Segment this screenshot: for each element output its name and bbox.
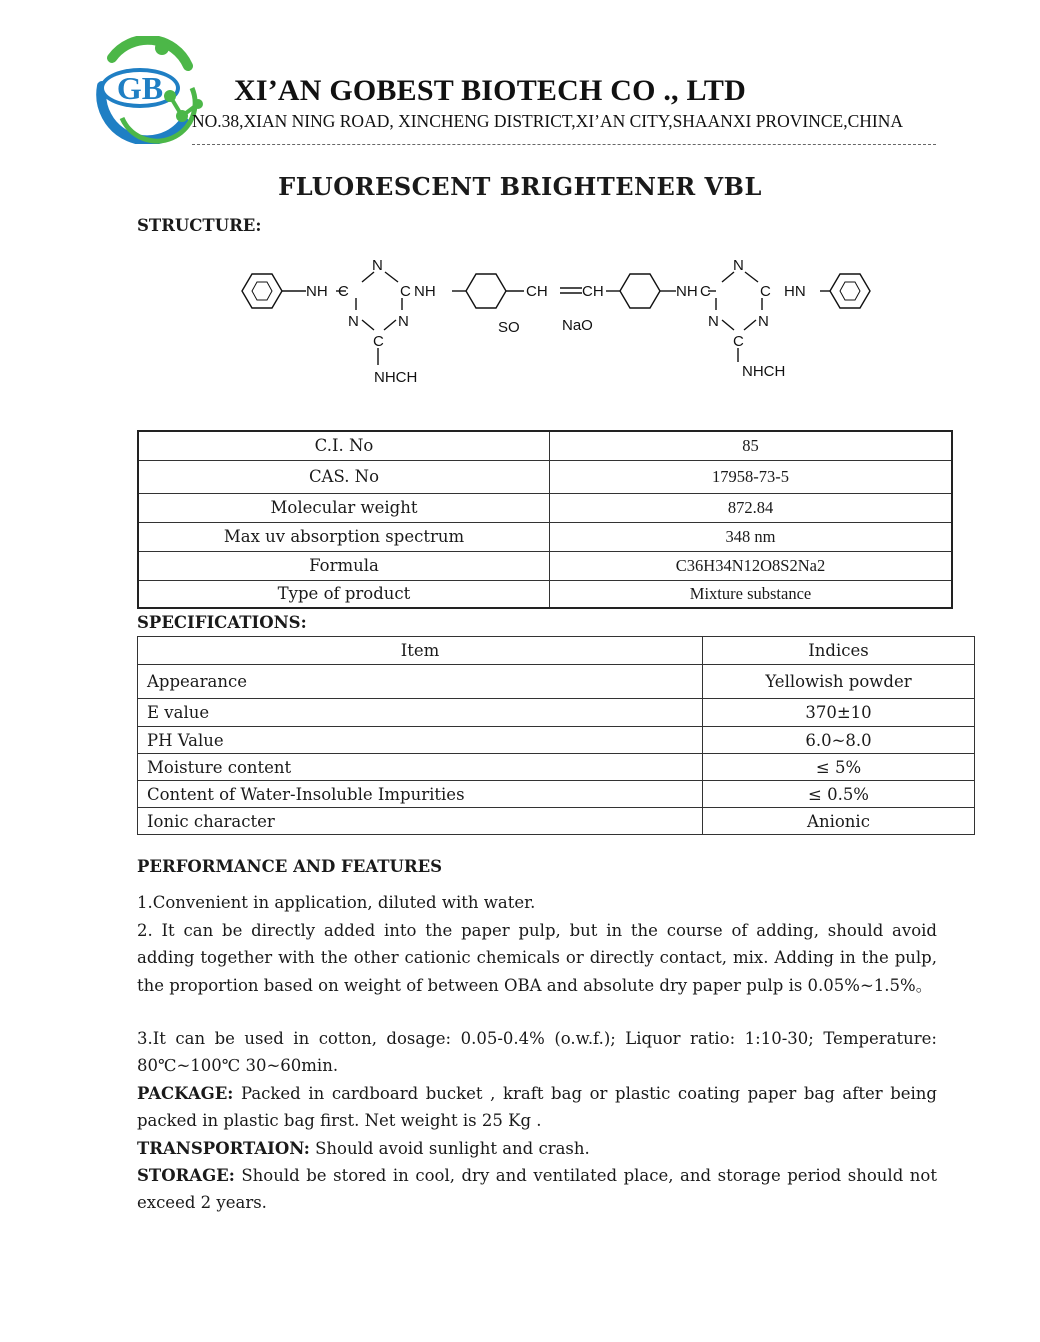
company-address: NO.38,XIAN NING ROAD, XINCHENG DISTRICT,XI’AN CITY,SHAANXI PROVINCE,CHINA bbox=[192, 111, 903, 131]
struct-nh-right: NH bbox=[414, 283, 436, 300]
performance-features-label: PERFORMANCE AND FEATURES bbox=[137, 857, 443, 876]
table-row bbox=[138, 551, 952, 580]
feature-paragraph-1: 1.Convenient in application, diluted with water. bbox=[137, 893, 536, 912]
struct-nh-c: NH bbox=[676, 283, 698, 300]
specifications-label: SPECIFICATIONS: bbox=[137, 613, 307, 632]
spec-value: Anionic bbox=[703, 808, 975, 835]
struct-n-top-right: N bbox=[733, 257, 744, 274]
struct-ch-left: CH bbox=[526, 283, 548, 300]
struct-c-hn: C bbox=[760, 283, 771, 300]
struct-c-mid: C bbox=[700, 283, 711, 300]
property-value: C36H34N12O8S2Na2 bbox=[550, 551, 953, 580]
specifications-table bbox=[137, 636, 975, 835]
spec-value: Yellowish powder bbox=[703, 665, 975, 699]
spec-item: Appearance bbox=[138, 665, 703, 699]
property-label: CAS. No bbox=[138, 460, 550, 493]
column-header-item: Item bbox=[138, 637, 703, 665]
table-row bbox=[138, 431, 952, 460]
document-title: FLUORESCENT BRIGHTENER VBL bbox=[278, 172, 762, 201]
property-label: Type of product bbox=[138, 580, 550, 608]
struct-ch-right: CH bbox=[582, 283, 604, 300]
spec-value: 6.0~8.0 bbox=[703, 727, 975, 754]
table-row bbox=[138, 808, 975, 835]
struct-c-nh: C bbox=[400, 283, 411, 300]
table-row bbox=[138, 699, 975, 727]
header-divider bbox=[192, 144, 936, 145]
table-row bbox=[138, 522, 952, 551]
package-label: PACKAGE: bbox=[137, 1084, 234, 1103]
package-paragraph bbox=[137, 1080, 937, 1135]
spec-item: Moisture content bbox=[138, 754, 703, 781]
logo-text: GB bbox=[116, 70, 164, 106]
struct-so3na-left: SO bbox=[498, 319, 520, 336]
table-row bbox=[138, 460, 952, 493]
package-text: Packed in cardboard bucket , kraft bag or plastic coating paper bag after being packed in plastic bag first. Net weight is 25 Kg . bbox=[137, 1084, 937, 1131]
storage-text: Should be stored in cool, dry and ventilated place, and storage period should not exceed 2 years. bbox=[137, 1166, 937, 1213]
table-row bbox=[138, 727, 975, 754]
struct-n-left: N bbox=[348, 313, 359, 330]
property-value: Mixture substance bbox=[550, 580, 953, 608]
struct-nh-left: NH bbox=[306, 283, 328, 300]
struct-n-top-left: N bbox=[372, 257, 383, 274]
storage-label: STORAGE: bbox=[137, 1166, 235, 1185]
struct-n-right: N bbox=[398, 313, 409, 330]
struct-c-bottom-left: C bbox=[373, 333, 384, 350]
struct-so3na-right: NaO bbox=[562, 317, 593, 334]
column-header-indices: Indices bbox=[703, 637, 975, 665]
property-value: 85 bbox=[550, 431, 953, 460]
feature-paragraph-2: 2. It can be directly added into the paper pulp, but in the course of adding, should avoid adding together with the other cationic chemicals or directly contact, mix. Adding in the pulp, the proportion based on weight of between OBA and absolute dry paper pulp is 0.05%~1.5%。 bbox=[137, 921, 937, 995]
table-row bbox=[138, 781, 975, 808]
transport-label: TRANSPORTAION: bbox=[137, 1139, 310, 1158]
spec-item: PH Value bbox=[138, 727, 703, 754]
struct-n-right2: N bbox=[758, 313, 769, 330]
spec-value: ≤ 0.5% bbox=[703, 781, 975, 808]
table-row bbox=[138, 754, 975, 781]
table-row bbox=[138, 665, 975, 699]
struct-side-chain-right: NHCH bbox=[742, 363, 786, 380]
spec-item: Ionic character bbox=[138, 808, 703, 835]
property-label: Formula bbox=[138, 551, 550, 580]
struct-side-chain-left: NHCH bbox=[374, 369, 418, 386]
chemical-structure-diagram bbox=[230, 250, 890, 400]
struct-hn: HN bbox=[784, 283, 806, 300]
property-value: 872.84 bbox=[550, 493, 953, 522]
spec-value: 370±10 bbox=[703, 699, 975, 727]
table-row bbox=[138, 580, 952, 608]
property-label: Molecular weight bbox=[138, 493, 550, 522]
company-name: XI’AN GOBEST BIOTECH CO ., LTD bbox=[234, 74, 746, 107]
struct-c-left: C bbox=[338, 283, 349, 300]
property-value: 17958-73-5 bbox=[550, 460, 953, 493]
struct-n-left2: N bbox=[708, 313, 719, 330]
properties-table bbox=[137, 430, 953, 609]
transport-paragraph bbox=[137, 1135, 937, 1162]
feature-paragraph-3: 3.It can be used in cotton, dosage: 0.05-0.4% (o.w.f.); Liquor ratio: 1:10-30; Temperature: 80℃~100℃ 30~60min. bbox=[137, 1029, 937, 1076]
structure-label: STRUCTURE: bbox=[137, 216, 262, 235]
struct-c-bottom-right: C bbox=[733, 333, 744, 350]
storage-paragraph bbox=[137, 1162, 937, 1217]
spec-item: Content of Water-Insoluble Impurities bbox=[138, 781, 703, 808]
table-row bbox=[138, 493, 952, 522]
spec-value: ≤ 5% bbox=[703, 754, 975, 781]
property-value: 348 nm bbox=[550, 522, 953, 551]
company-logo bbox=[92, 36, 204, 144]
property-label: C.I. No bbox=[138, 431, 550, 460]
table-header-row bbox=[138, 637, 975, 665]
property-label: Max uv absorption spectrum bbox=[138, 522, 550, 551]
spec-item: E value bbox=[138, 699, 703, 727]
transport-text: Should avoid sunlight and crash. bbox=[309, 1139, 590, 1158]
